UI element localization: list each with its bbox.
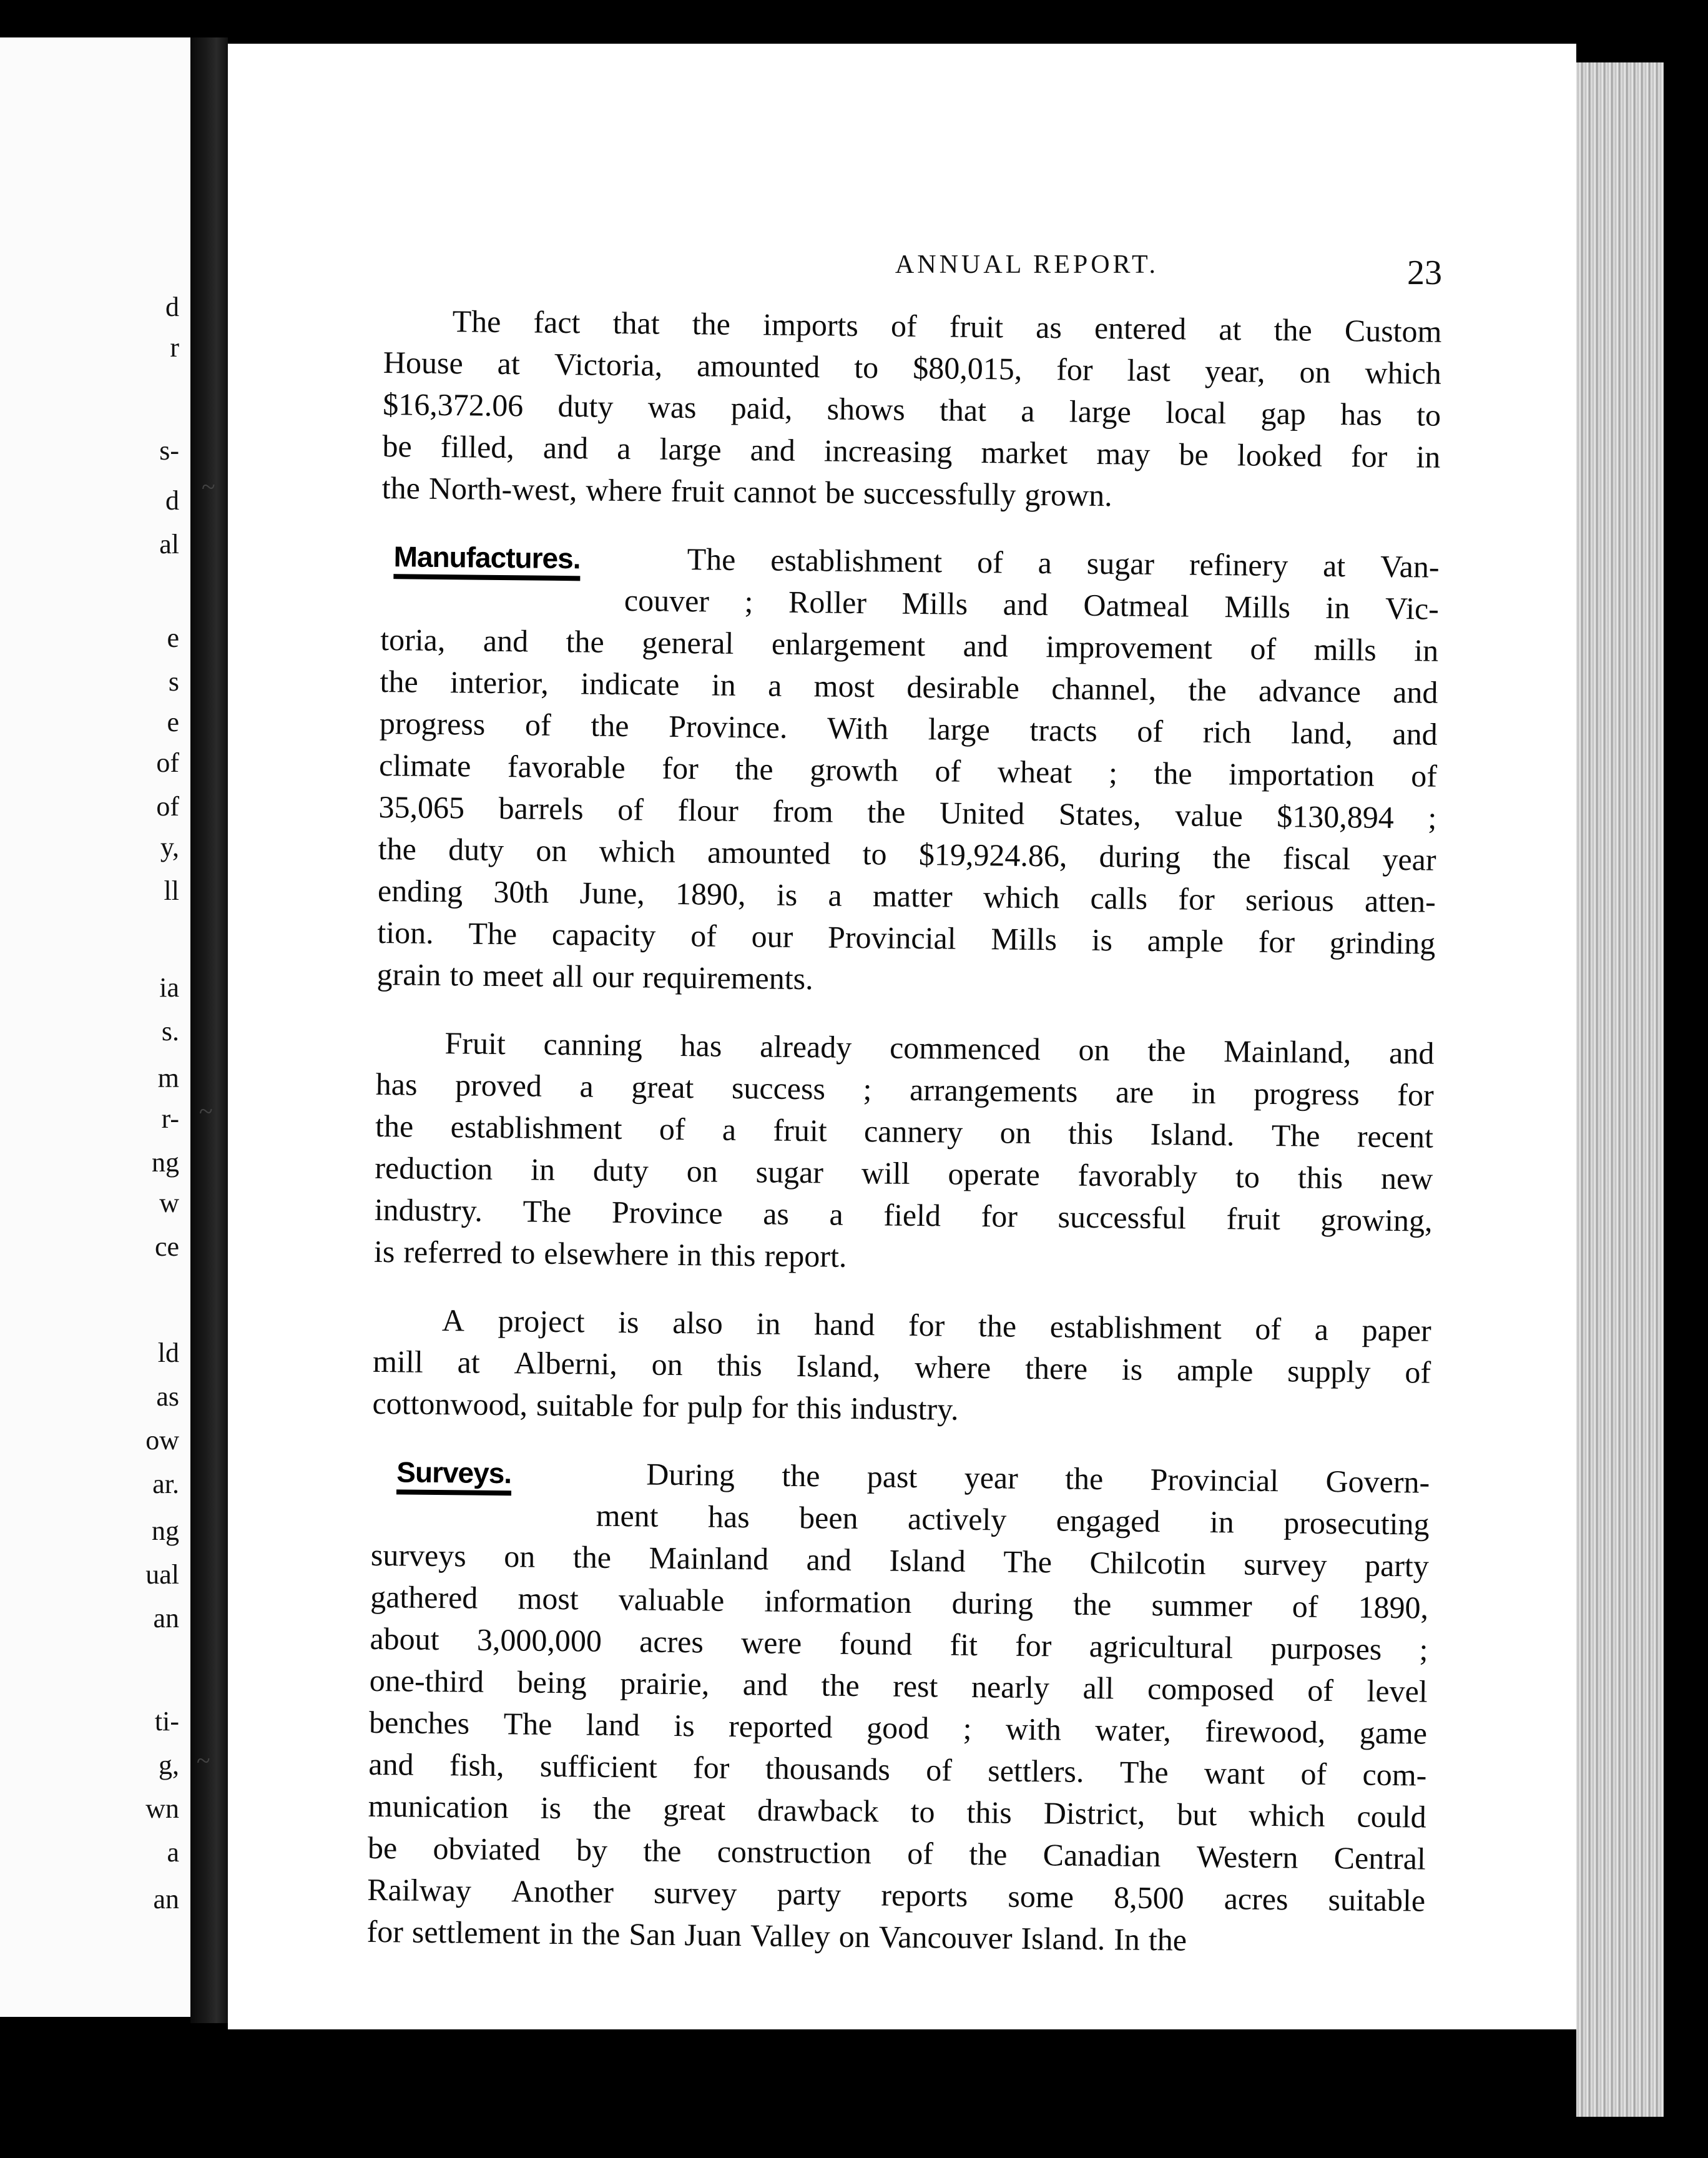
- previous-page-fragment-text: ll: [164, 875, 179, 906]
- text-line: During the past year the Provincial Govern-: [646, 1456, 1430, 1500]
- previous-page-fragment-text: s.: [161, 1016, 179, 1047]
- text-line: Railway Another survey party reports some 8,500 acres suitable: [367, 1871, 1426, 1918]
- previous-page-fragment-text: as: [156, 1381, 179, 1412]
- text-line: the duty on which amounted to $19,924.86, during the fiscal year: [378, 830, 1436, 877]
- page-number: 23: [1407, 254, 1442, 292]
- book-page: [228, 44, 1576, 2029]
- text-line: gathered most valuable information during the summer of 1890,: [370, 1579, 1429, 1625]
- text-line: for settlement in the San Juan Valley on Vancouver Island. In the: [366, 1913, 1187, 1958]
- binding-thread-mark: ~: [202, 473, 215, 501]
- text-line: benches The land is reported good ; with water, firewood, game: [368, 1704, 1428, 1751]
- previous-page-fragment-text: ce: [154, 1231, 179, 1262]
- book-gutter: [190, 37, 228, 2023]
- text-line: be filled, and a large and increasing market may be looked for in: [382, 428, 1441, 475]
- previous-page-fragment-text: al: [159, 529, 179, 559]
- text-line: A project is also in hand for the establishment of a paper: [441, 1303, 1432, 1348]
- paragraph: [372, 1299, 1431, 1436]
- text-line: ment has been actively engaged in prosecuting: [596, 1497, 1430, 1542]
- previous-page-fragment-text: ual: [145, 1559, 179, 1590]
- text-line: tion. The capacity of our Provincial Mills is ample for grinding: [377, 914, 1436, 961]
- text-line: grain to meet all our requirements.: [376, 956, 813, 997]
- text-line: has proved a great success ; arrangements are in progress for: [375, 1066, 1434, 1113]
- previous-page-fragment-text: y,: [160, 832, 179, 862]
- previous-page-fragment-text: ar.: [152, 1469, 179, 1499]
- previous-page-fragment-text: w: [159, 1188, 179, 1218]
- text-line: mill at Alberni, on this Island, where there is ample supply of: [372, 1343, 1431, 1390]
- text-line: munication is the great drawback to this District, but which could: [368, 1788, 1426, 1835]
- previous-page-line-endings: [0, 37, 190, 2017]
- section-heading: Surveys.: [396, 1457, 511, 1495]
- previous-page-fragment: [0, 37, 190, 2017]
- previous-page-fragment-text: ia: [159, 972, 179, 1003]
- previous-page-fragment-text: e: [167, 707, 179, 737]
- text-line: The establishment of a sugar refinery at Van-: [687, 541, 1440, 584]
- text-line: industry. The Province as a field for successful fruit growing,: [374, 1191, 1433, 1238]
- text-line: House at Victoria, amounted to $80,015, for last year, on which: [383, 344, 1442, 391]
- previous-page-fragment-text: of: [156, 747, 179, 778]
- previous-page-fragment-text: of: [156, 791, 179, 822]
- previous-page-fragment-text: ld: [157, 1338, 179, 1368]
- paragraph: [374, 1022, 1435, 1284]
- previous-page-fragment-text: an: [153, 1884, 179, 1914]
- page-body: [366, 300, 1442, 1964]
- previous-page-fragment-text: ti-: [154, 1706, 179, 1737]
- previous-page-fragment-text: an: [153, 1603, 179, 1633]
- previous-page-fragment-text: r-: [161, 1103, 179, 1134]
- previous-page-fragment-text: ow: [145, 1425, 179, 1456]
- previous-page-fragment-text: ng: [152, 1147, 179, 1178]
- text-line: ending 30th June, 1890, is a matter which calls for serious atten-: [377, 872, 1436, 919]
- previous-page-fragment-text: d: [165, 485, 179, 516]
- text-line: the interior, indicate in a most desirable channel, the advance and: [380, 663, 1438, 710]
- text-line: is referred to elsewhere in this report.: [373, 1233, 847, 1274]
- text-line: Fruit canning has already commenced on the Mainland, and: [444, 1025, 1435, 1071]
- previous-page-fragment-text: d: [165, 292, 179, 322]
- text-line: climate favorable for the growth of wheat ; the importation of: [378, 747, 1438, 794]
- previous-page-fragment-text: s: [168, 666, 179, 697]
- text-line: 35,065 barrels of flour from the United States, value $130,894 ;: [378, 789, 1437, 835]
- text-line: the North-west, where fruit cannot be successfully grown.: [381, 470, 1113, 513]
- text-line: about 3,000,000 acres were found fit for agricultural purposes ;: [370, 1620, 1428, 1667]
- previous-page-fragment-text: ng: [152, 1515, 179, 1546]
- text-line: The fact that the imports of fruit as entered at the Custom: [452, 303, 1442, 349]
- previous-page-fragment-text: s-: [159, 435, 179, 466]
- text-line: one-third being prairie, and the rest nearly all composed of level: [369, 1662, 1428, 1709]
- text-line: reduction in duty on sugar will operate favorably to this new: [375, 1150, 1433, 1196]
- binding-thread-mark: ~: [199, 1097, 213, 1125]
- text-line: surveys on the Mainland and Island The Chilcotin survey party: [370, 1537, 1430, 1584]
- previous-page-fragment-text: a: [167, 1837, 179, 1868]
- binding-thread-mark: ~: [197, 1747, 210, 1775]
- section-paragraph: [376, 535, 1440, 1007]
- text-line: $16,372.06 duty was paid, shows that a large local gap has to: [382, 386, 1441, 433]
- previous-page-fragment-text: m: [157, 1063, 179, 1093]
- section-heading: Manufactures.: [393, 541, 580, 581]
- page-edges: [1576, 62, 1664, 2117]
- paragraph: [381, 300, 1441, 520]
- text-line: progress of the Province. With large tracts of rich land, and: [379, 705, 1438, 752]
- previous-page-fragment-text: e: [167, 623, 179, 653]
- running-head: ANNUAL REPORT.: [895, 250, 1159, 279]
- text-line: cottonwood, suitable for pulp for this industry.: [372, 1385, 959, 1427]
- section-paragraph: [366, 1451, 1430, 1964]
- previous-page-fragment-text: wn: [145, 1793, 179, 1824]
- text-line: toria, and the general enlargement and improvement of mills in: [380, 621, 1439, 668]
- previous-page-fragment-text: g,: [159, 1750, 179, 1780]
- text-line: and fish, sufficient for thousands of settlers. The want of com-: [368, 1746, 1427, 1793]
- text-line: be obviated by the construction of the Canadian Western Central: [367, 1830, 1426, 1876]
- text-line: the establishment of a fruit cannery on this Island. The recent: [375, 1108, 1434, 1155]
- previous-page-fragment-text: r: [170, 332, 179, 363]
- text-line: couver ; Roller Mills and Oatmeal Mills in Vic-: [624, 583, 1440, 626]
